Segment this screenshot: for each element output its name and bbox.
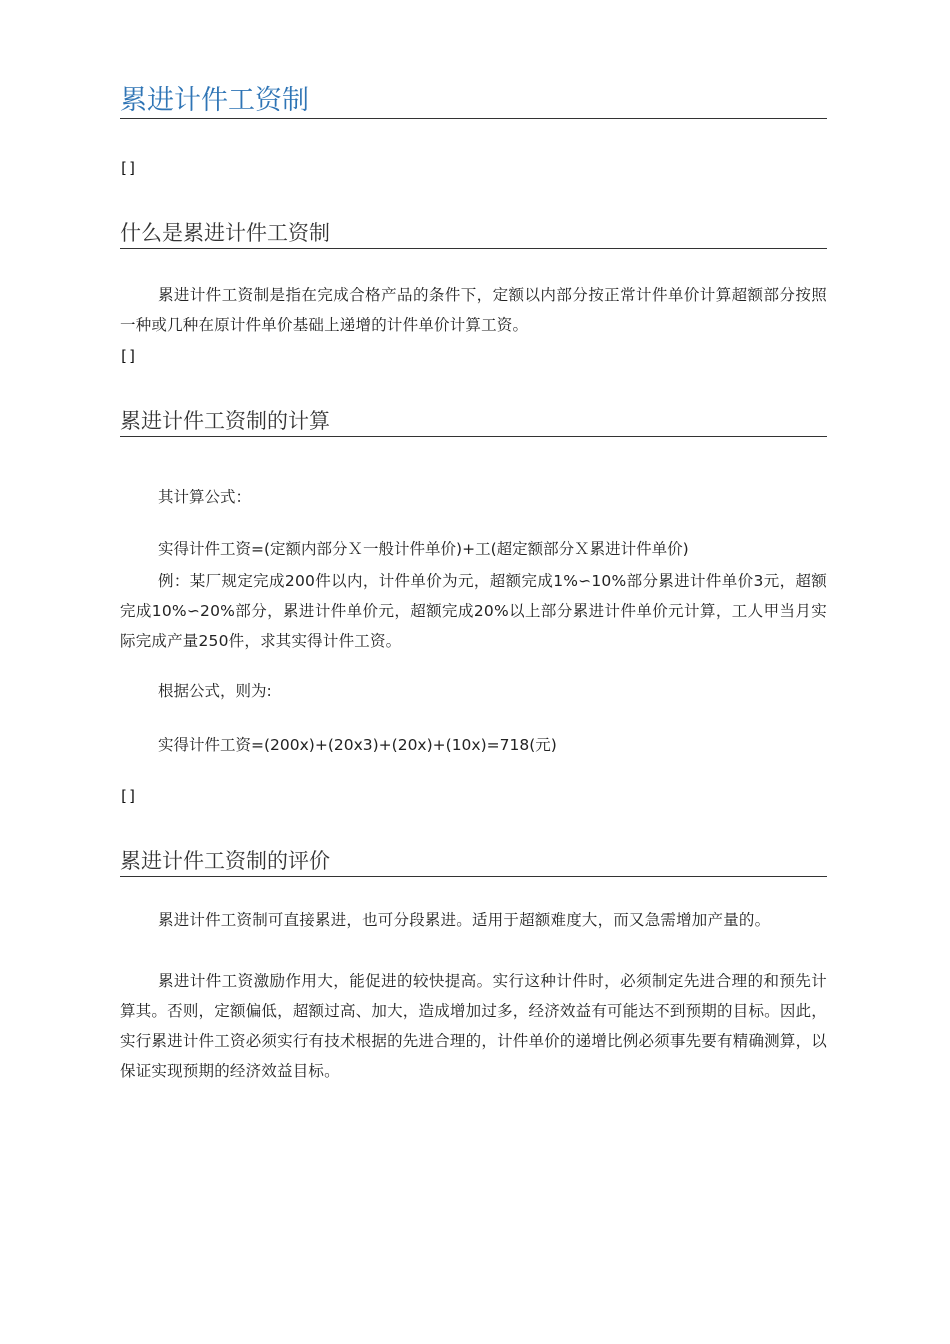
page-title: 累进计件工资制 [120,84,827,119]
paragraph-eval-2: 累进计件工资激励作用大，能促进的较快提高。实行这种计件时，必须制定先进合理的和预先计算其。否则，定额偏低，超额过高、加大，造成增加过多，经济效益有可能达不到预期的目标。因此，实行累进计件工资必须实行有技术根据的先进合理的，计件单价的递增比例必须事先要有精确测算，以保证实现预期的经济效益目标。 [120,972,827,1080]
placeholder-image-icon: [] [119,159,138,177]
section-heading-what: 什么是累进计件工资制 [120,220,827,249]
paragraph-definition: 累进计件工资制是指在完成合格产品的条件下，定额以内部分按正常计件单价计算超额部分按照一种或几种在原计件单价基础上递增的计件单价计算工资。 [120,286,827,334]
formula-intro: 其计算公式： [158,488,252,506]
formula-result: 实得计件工资=(200x)+(20x3)+(20x)+(10x)=718(元) [158,736,557,754]
section-heading-calc: 累进计件工资制的计算 [120,408,827,437]
paragraph-eval-1: 累进计件工资制可直接累进，也可分段累进。适用于超额难度大，而又急需增加产量的。 [158,911,771,929]
paragraph-example: 例：某厂规定完成200件以内，计件单价为元，超额完成1%∽10%部分累进计件单价3元，超额完成10%∽20%部分，累进计件单价元，超额完成20%以上部分累进计件单价元计算，工人甲当月实际完成产量250件，求其实得计件工资。 [120,572,827,650]
placeholder-image-icon: [] [119,787,138,805]
formula-lead: 根据公式，则为: [158,682,272,700]
placeholder-image-icon: [] [119,347,138,365]
formula-text: 实得计件工资=(定额内部分Ｘ一般计件单价)+工(超定额部分Ｘ累进计件单价) [158,540,689,558]
section-heading-eval: 累进计件工资制的评价 [120,848,827,877]
